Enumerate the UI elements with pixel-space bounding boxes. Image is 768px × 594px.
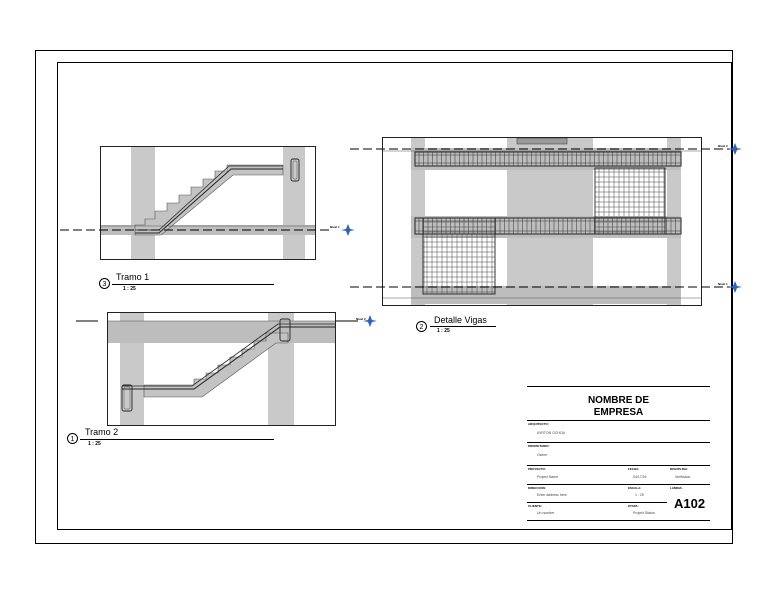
project-value: Project Name <box>537 475 559 479</box>
scale-value: 1 : 25 <box>635 493 644 497</box>
owner-value: Owner <box>537 453 548 457</box>
sheet-label: LÁMINA: <box>670 486 683 490</box>
sheet-number: A102 <box>674 496 706 511</box>
level-label-tramo-2: Nivel 2 <box>356 317 366 321</box>
view-title-underline <box>80 439 274 440</box>
level-line-tramo-2 <box>76 312 381 330</box>
address-label: DIRECCIÓN: <box>528 486 546 490</box>
client-value: Un number <box>537 511 555 515</box>
project-label: PROYECTO: <box>528 467 546 471</box>
discipline-value: Verificado <box>675 475 691 479</box>
view-scale-tramo-1: 1 : 25 <box>123 286 136 292</box>
level-label-vigas-bottom: Nivel 1 <box>718 282 728 286</box>
discipline-label: DISCIPLINA: <box>670 467 688 471</box>
view-title-detalle-vigas: Detalle Vigas <box>434 315 487 325</box>
date-value: 04/17/24 <box>633 475 647 479</box>
architect-label: ARQUITECTO: <box>528 422 549 426</box>
owner-label: PROPIETARIO: <box>528 444 550 448</box>
scale-label: ESCALA: <box>628 486 642 490</box>
architect-value: AYRTON OCHOA <box>537 431 566 435</box>
company-name-line-2: EMPRESA <box>593 407 644 418</box>
level-lines-detalle-vigas <box>350 140 750 298</box>
view-scale-tramo-2: 1 : 25 <box>88 441 101 447</box>
stage-value: Project Status <box>633 511 655 515</box>
view-title-underline <box>430 326 496 327</box>
company-name-line-1: NOMBRE DE <box>587 395 650 406</box>
level-line-tramo-1 <box>60 220 360 240</box>
view-title-tramo-2: Tramo 2 <box>85 427 119 437</box>
address-value: Enter address here <box>537 493 567 497</box>
stage-label: ETAPA: <box>628 504 639 508</box>
level-label-vigas-top: Nivel 2 <box>718 144 728 148</box>
view-title-tramo-1: Tramo 1 <box>116 272 150 282</box>
viewport-tramo-1[interactable] <box>100 146 316 260</box>
view-title-underline <box>112 284 274 285</box>
view-number-3: 3 <box>99 278 110 289</box>
view-number-2: 2 <box>416 321 427 332</box>
date-label: FECHA: <box>628 467 640 471</box>
view-number-1: 1 <box>67 433 78 444</box>
level-label-tramo-1: Nivel 1 <box>330 225 340 229</box>
stair-section-drawing-1 <box>101 147 316 260</box>
client-label: CLIENTE: <box>528 504 542 508</box>
view-scale-detalle-vigas: 1 : 25 <box>437 328 450 334</box>
